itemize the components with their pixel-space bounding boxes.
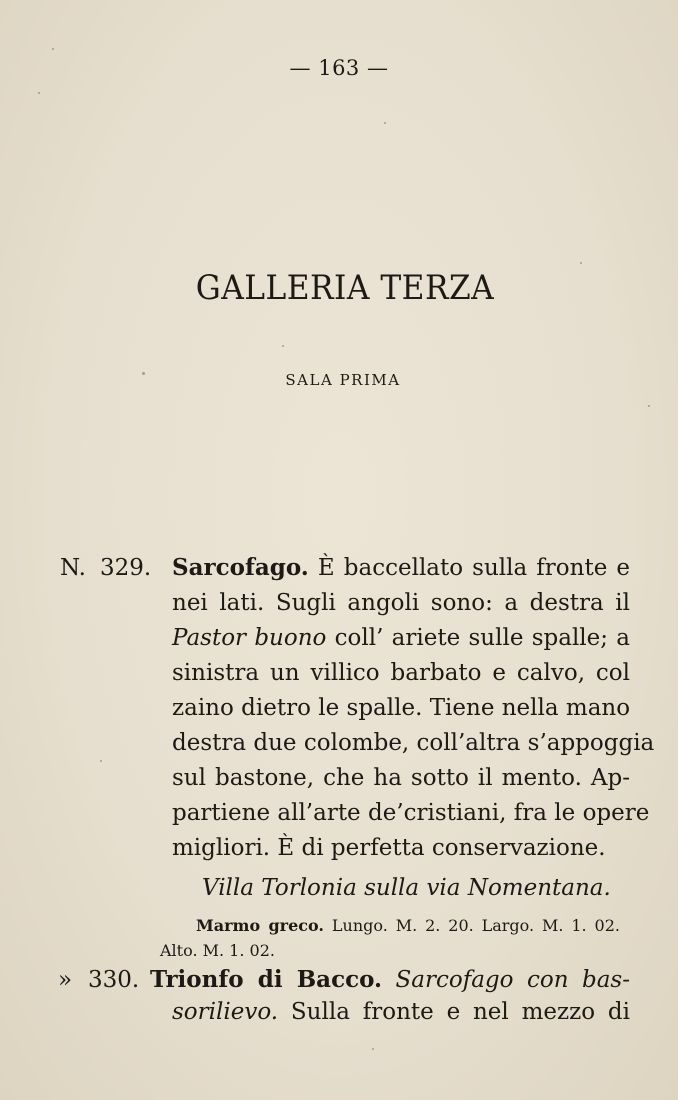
page-number: — 163 — <box>289 56 389 80</box>
entry-329-material-dimensions <box>196 915 620 937</box>
entry-330-line-2-text: Sulla fronte e nel mezzo di <box>290 999 631 1025</box>
entry-330-line-2 <box>172 996 630 1028</box>
paper-speck <box>384 122 386 124</box>
entry-329-line-9: migliori. È di perfetta conservazione. <box>172 835 606 861</box>
entry-330-number: 330. <box>88 967 140 993</box>
entry-329-line-6: destra due colombe, coll’altra s’appoggia <box>172 730 655 756</box>
paper-speck <box>52 48 54 50</box>
entry-330-line-1-italic: Sarcofago con bas- <box>395 967 630 993</box>
entry-329-line-7: sul bastone, che ha sotto il mento. Ap- <box>172 765 630 791</box>
entry-330-title: Trionfo di Bacco. <box>150 966 383 993</box>
entry-329-line-1-text: È baccellato sulla fronte e <box>317 555 631 581</box>
entry-329-dimensions-1: Lungo. M. 2. 20. Largo. M. 1. 02. <box>331 916 620 935</box>
paper-speck <box>372 1048 374 1050</box>
entry-329-dimensions-2: Alto. M. 1. 02. <box>160 941 275 960</box>
room-title: SALA PRIMA <box>285 371 401 389</box>
entry-329-line-5: zaino dietro le spalle. Tiene nella mano <box>172 695 631 721</box>
entry-329-location: Villa Torlonia sulla via Nomentana. <box>202 875 611 901</box>
entry-329-line-1 <box>172 552 630 584</box>
paper-speck <box>282 345 284 347</box>
entry-329-prefix: N. <box>60 555 86 581</box>
entry-329-italic-phrase: Pastor buono <box>172 625 327 651</box>
entry-330-line-2-italic: sorilievo. <box>172 999 279 1025</box>
gallery-title: GALLERIA TERZA <box>195 268 495 308</box>
entry-329-title: Sarcofago. <box>172 554 309 581</box>
paper-speck <box>100 760 102 762</box>
entry-329-material: Marmo greco. <box>196 916 324 935</box>
entry-329-line-3 <box>172 622 630 654</box>
entry-329-line-2: nei lati. Sugli angoli sono: a destra il <box>172 590 630 616</box>
paper-speck <box>580 262 582 264</box>
entry-330-line-1 <box>150 964 630 996</box>
entry-329-line-3-text: coll’ ariete sulle spalle; a <box>334 625 630 651</box>
entry-329-number: 329. <box>100 555 152 581</box>
paper-speck <box>648 405 650 407</box>
paper-speck <box>38 92 40 94</box>
entry-330-prefix: » <box>58 967 73 993</box>
entry-329-line-8: partiene all’arte de’cristiani, fra le opere <box>172 800 650 826</box>
entry-329-line-4: sinistra un villico barbato e calvo, col <box>172 660 630 686</box>
